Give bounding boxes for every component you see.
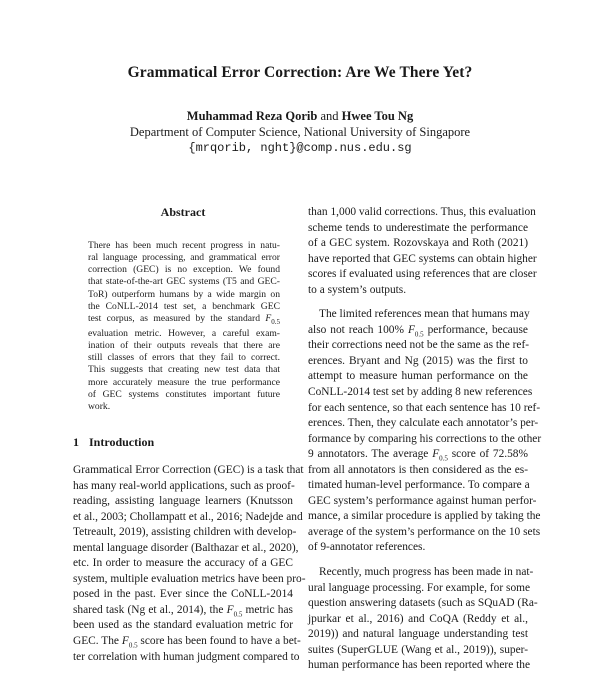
author-joiner: and <box>320 109 339 123</box>
body-line: of a GEC system. Rozovskaya and Roth (2021) <box>308 237 528 250</box>
body-line: suites (SuperGLUE (Wang et al., 2019)), super- <box>308 643 528 656</box>
body-line: average of the system’s performance on the 10 sets <box>308 525 541 538</box>
abstract-heading: Abstract <box>160 205 206 219</box>
abstract-line: correction (GEC) is no exception. We found <box>88 264 280 276</box>
metric-symbol: $F_{0.5}$ <box>226 603 243 619</box>
body-line: mance, a similar procedure is applied by taking the <box>308 510 541 523</box>
author-2: Hwee Tou Ng <box>341 109 414 123</box>
body-line: have reported that GEC systems can obtain higher <box>308 252 537 265</box>
body-line: 2019)) and natural language understanding test <box>308 628 528 641</box>
section-heading-introduction <box>73 435 154 450</box>
body-line: ural language processing. For example, for some <box>308 581 531 594</box>
abstract-line: There has been much recent progress in natu- <box>88 240 280 251</box>
body-line: ter correlation with human judgment compared to <box>73 650 300 663</box>
body-line: erences. Then, they calculate each annotator’s per- <box>308 417 539 430</box>
body-line: shared task (Ng et al., 2014), the $F_{0.5}$ metric has <box>73 603 293 619</box>
body-line: GEC. The $F_{0.5}$ score has been found to have a bet- <box>73 635 301 650</box>
body-line: human performance has been reported where the <box>308 659 531 672</box>
introduction-body <box>73 463 306 665</box>
section-title: Introduction <box>89 435 155 449</box>
abstract-line: ToR) outperform humans by a wide margin on <box>88 288 280 300</box>
abstract-line: more accurately measure the true performance <box>88 376 280 388</box>
body-line: has many real-world applications, such as proof- <box>73 479 295 492</box>
abstract-line: of GEC systems constitutes important future <box>88 388 280 400</box>
body-line: to a system’s outputs. <box>308 283 407 296</box>
body-line: from all annotators is then considered as the es- <box>308 463 528 476</box>
body-line: formance by comparing his corrections to the other <box>308 432 542 445</box>
paper-title: Grammatical Error Correction: Are We There Yet? <box>127 64 473 81</box>
body-line: et al., 2003; Chollampatt et al., 2016; Nadejde and <box>73 510 303 523</box>
body-line: erences. Bryant and Ng (2015) was the first to <box>308 354 528 367</box>
metric-symbol: $F_{0.5}$ <box>407 323 424 339</box>
paragraph-gap <box>308 556 528 565</box>
abstract-line: the CoNLL-2014 test set, a benchmark GEC <box>88 300 280 312</box>
author-1: Muhammad Reza Qorib <box>186 109 318 123</box>
body-line: 9 annotators. The average $F_{0.5}$ score of 72.58% <box>308 448 528 463</box>
metric-symbol: $F_{0.5}$ <box>121 635 138 650</box>
right-column-body <box>308 205 542 674</box>
paragraph-gap <box>308 298 528 307</box>
abstract-line: that state-of-the-art GEC systems (T5 and GEC- <box>88 276 280 288</box>
affiliation: Department of Computer Science, National University of Singapore <box>129 125 471 139</box>
body-line: timated human-level performance. To compare a <box>308 479 530 492</box>
body-line: CoNLL-2014 test set by adding 8 new references <box>308 386 533 399</box>
body-line: jpurkar et al., 2016) and CoQA (Reddy et al., <box>308 612 528 625</box>
body-line: been used as the standard evaluation metric for <box>73 619 293 632</box>
body-line: than 1,000 valid corrections. Thus, this evaluation <box>308 206 536 218</box>
author-line <box>0 109 600 124</box>
body-line: Grammatical Error Correction (GEC) is a task that <box>73 464 304 476</box>
body-line: reading, assisting language learners (Knutsson <box>73 495 293 508</box>
abstract-line: test corpus, as measured by the standard $F_{0.5}$ <box>88 312 280 326</box>
body-line: system, multiple evaluation metrics have been pro- <box>73 572 306 585</box>
body-line: etc. In order to measure the accuracy of a GEC <box>73 557 293 570</box>
body-line: GEC system’s performance against human perfor- <box>308 494 537 507</box>
metric-symbol: $F_{0.5}$ <box>432 448 448 463</box>
abstract-body <box>88 240 280 413</box>
abstract-line: evaluation metric. However, a careful exam- <box>88 328 280 339</box>
body-line: of 9-annotator references. <box>308 541 426 554</box>
body-line: scores if evaluated using references that are closer <box>308 268 537 281</box>
section-number: 1 <box>73 435 79 449</box>
body-line: Tetreault, 2019), assisting children with develop- <box>73 526 297 539</box>
body-line: scheme tends to underestimate the performance <box>308 221 528 234</box>
abstract-line: This suggests that creating new test data that <box>88 364 280 376</box>
body-line: for each sentence, so that each sentence has 10 ref- <box>308 401 541 414</box>
metric-symbol: $F_{0.5}$ <box>265 312 280 326</box>
abstract-line: work. <box>88 400 111 412</box>
abstract-line: ral language processing, and grammatical error <box>88 252 280 264</box>
body-line: their corrections need not be the same as the ref- <box>308 339 530 352</box>
body-line: attempt to measure human performance on the <box>308 370 528 383</box>
body-line: question answering datasets (such as SQuAD (Ra- <box>308 597 538 610</box>
body-line: Recently, much progress has been made in nat- <box>319 566 534 579</box>
abstract-line: still classes of errors that they fail to correct. <box>88 352 280 364</box>
body-line: posed in the past. Ever since the CoNLL-2014 <box>73 588 293 601</box>
abstract-line: ination of their outputs reveals that there are <box>88 340 280 352</box>
body-line: The limited references mean that humans may <box>319 308 530 321</box>
body-line: mental language disorder (Balthazar et al., 2020), <box>73 541 299 554</box>
body-line: also not reach 100% $F_{0.5}$ performance, because <box>308 323 528 339</box>
author-email: {mrqorib, nght}@comp.nus.edu.sg <box>188 141 412 155</box>
